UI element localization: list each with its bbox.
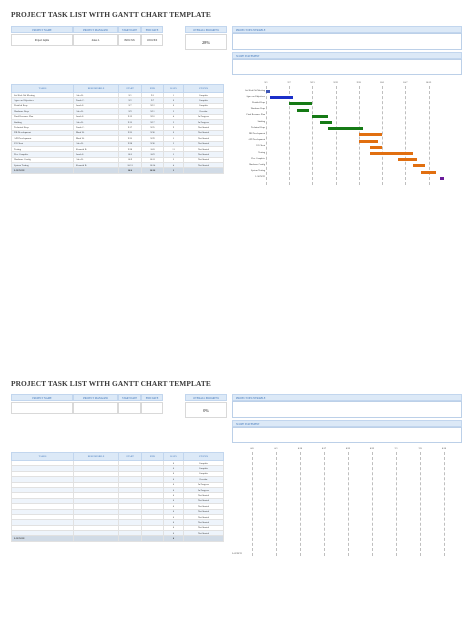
- gantt-gridline: [252, 452, 253, 556]
- gantt-bar[interactable]: [320, 121, 332, 124]
- gantt-bar[interactable]: [370, 146, 382, 149]
- start-cell[interactable]: 9/13: [119, 114, 142, 119]
- project-name-label: PROJECT NAME: [11, 26, 73, 33]
- gantt-bar[interactable]: [421, 171, 436, 174]
- gantt-bar[interactable]: [398, 158, 417, 161]
- start-cell[interactable]: 10/5: [119, 152, 142, 157]
- gantt-task-label: Testing: [258, 151, 265, 154]
- project-deliverable-label: PROJECT DELIVERABLE: [232, 26, 462, 33]
- gantt-chart: [230, 80, 464, 198]
- column-header: END: [142, 453, 164, 461]
- end-cell[interactable]: 9/25: [142, 125, 164, 130]
- gantt-gridline: [348, 452, 349, 556]
- status-cell[interactable]: Not Started: [184, 504, 224, 509]
- project-name-value[interactable]: Project Alpha: [11, 34, 73, 46]
- start-cell[interactable]: [119, 536, 142, 541]
- status-cell[interactable]: In Progress: [184, 114, 224, 119]
- gantt-bar[interactable]: [312, 115, 327, 118]
- status-cell[interactable]: Not Started: [184, 525, 224, 530]
- task-table-header-2: [12, 453, 224, 461]
- status-cell[interactable]: Overdue: [184, 109, 224, 114]
- days-cell: 3: [164, 157, 184, 162]
- days-cell: 0: [164, 514, 184, 519]
- gantt-date-tick: 0/1: [274, 447, 278, 450]
- status-cell[interactable]: Not Started: [184, 146, 224, 151]
- task-table-2: [11, 452, 224, 542]
- task-name-cell[interactable]: Agree on Objectives: [12, 98, 74, 103]
- responsible-cell[interactable]: Alex B.: [74, 93, 119, 98]
- gantt-date-tick: 9/7: [287, 81, 291, 84]
- gantt-task-label: Technical Reqs: [250, 126, 265, 129]
- gantt-date-tick: 10/1: [379, 81, 385, 84]
- gantt-bar[interactable]: [270, 96, 293, 99]
- end-cell[interactable]: 9/11: [142, 109, 164, 114]
- column-header: DAYS: [164, 453, 184, 461]
- gantt-gridline: [444, 452, 445, 556]
- gantt-date-tick: 9/13: [310, 81, 315, 84]
- gantt-bar[interactable]: [289, 102, 312, 105]
- days-cell: 0: [164, 504, 184, 509]
- gantt-date-tick: 0/23: [345, 447, 351, 450]
- responsible-cell[interactable]: Alex B.: [74, 119, 119, 124]
- end-cell[interactable]: 9/30: [142, 141, 164, 146]
- status-cell[interactable]: Not Started: [184, 157, 224, 162]
- status-cell[interactable]: Not Started: [184, 125, 224, 130]
- gantt-bar[interactable]: [359, 140, 378, 143]
- scope-statement-label: SCOPE STATEMENT: [232, 52, 462, 59]
- gantt-bar[interactable]: [328, 127, 363, 130]
- days-cell: 6: [164, 103, 184, 108]
- status-cell[interactable]: Not Started: [184, 498, 224, 503]
- column-header: END: [142, 85, 164, 93]
- days-cell: 0: [164, 520, 184, 525]
- column-header: START: [119, 453, 142, 461]
- status-cell[interactable]: Not Started: [184, 509, 224, 514]
- overall-progress-value-2: 0%: [185, 402, 227, 418]
- task-name-cell[interactable]: DB Development: [12, 130, 74, 135]
- start-date-field[interactable]: [118, 402, 141, 414]
- project-manager-field[interactable]: [73, 402, 118, 414]
- status-cell[interactable]: Complete: [184, 466, 224, 471]
- gantt-gridline: [336, 86, 337, 185]
- task-name-cell[interactable]: Technical Reqs: [12, 125, 74, 130]
- days-cell: 9: [164, 125, 184, 130]
- gantt-gridline: [300, 452, 301, 556]
- status-cell[interactable]: Not Started: [184, 141, 224, 146]
- gantt-gridline: [312, 86, 313, 185]
- gantt-task-label: UI Client: [256, 145, 265, 148]
- days-cell: 6: [164, 130, 184, 135]
- start-cell[interactable]: 9/25: [119, 130, 142, 135]
- status-cell[interactable]: [184, 536, 224, 541]
- responsible-cell[interactable]: Jacob S.: [74, 152, 119, 157]
- end-cell[interactable]: 9/17: [142, 119, 164, 124]
- gantt-date-tick: 0/17: [321, 447, 327, 450]
- start-cell[interactable]: 10/4: [119, 168, 142, 173]
- end-date-value[interactable]: 10/16/XX: [141, 34, 163, 46]
- days-cell: 0: [164, 498, 184, 503]
- gantt-gridline: [276, 452, 277, 556]
- task-name-cell[interactable]: Hardware Config: [12, 157, 74, 162]
- gantt-task-label: Set Kick Off Meeting: [245, 89, 265, 92]
- gantt-bar[interactable]: [359, 133, 382, 136]
- gantt-date-tick: 0/16: [297, 447, 303, 450]
- gantt-gridline: [372, 452, 373, 556]
- task-table-header: [12, 85, 224, 93]
- gantt-task-label: API Development: [248, 139, 265, 142]
- gantt-date-tick: 7/8: [418, 447, 422, 450]
- responsible-cell[interactable]: Mark W.: [74, 130, 119, 135]
- gantt-gridline: [266, 86, 267, 185]
- gantt-task-label: Hardware Reqs: [250, 108, 265, 111]
- gantt-task-label: LAUNCH: [232, 553, 242, 555]
- end-cell[interactable]: 9/12: [142, 103, 164, 108]
- gantt-date-tick: 9/25: [356, 81, 361, 84]
- status-cell[interactable]: Not Started: [184, 136, 224, 141]
- status-cell[interactable]: Not Started: [184, 531, 224, 536]
- days-cell: 3: [164, 109, 184, 114]
- project-manager-label: PROJECT MANAGER: [73, 394, 118, 401]
- end-date-label: END DATE: [141, 394, 163, 401]
- end-cell[interactable]: 10/8: [142, 146, 164, 151]
- task-name-cell[interactable]: System Testing: [12, 163, 74, 168]
- column-header: RESPONSIBLE: [74, 85, 119, 93]
- gantt-gridline: [324, 452, 325, 556]
- end-cell[interactable]: [142, 536, 164, 541]
- start-cell[interactable]: 9/17: [119, 125, 142, 130]
- days-cell: 3: [164, 119, 184, 124]
- task-name-cell[interactable]: Hardware Reqs: [12, 109, 74, 114]
- project-deliverable-field[interactable]: [232, 33, 462, 50]
- status-cell[interactable]: Not Started: [184, 514, 224, 519]
- days-cell: 6: [164, 98, 184, 103]
- gantt-date-tick: 0/16: [441, 447, 447, 450]
- gantt-gridline: [289, 86, 290, 185]
- scope-statement-field-2[interactable]: [232, 427, 462, 443]
- column-header: STATUS: [184, 85, 224, 93]
- days-cell: 1: [164, 168, 184, 173]
- gantt-gridline: [382, 86, 383, 185]
- overall-progress-label-2: OVERALL PROGRESS: [185, 394, 227, 401]
- days-cell: 11: [164, 146, 184, 151]
- gantt-bar[interactable]: [297, 109, 309, 112]
- overall-progress-value: 28%: [185, 34, 227, 50]
- status-cell[interactable]: In Progress: [184, 482, 224, 487]
- task-table: [11, 84, 224, 174]
- task-name-cell[interactable]: LAUNCH: [12, 536, 74, 541]
- start-cell[interactable]: 9/9: [119, 109, 142, 114]
- start-date-label: START DATE: [118, 26, 141, 33]
- status-cell[interactable]: Overdue: [184, 477, 224, 482]
- gantt-date-tick: 0/0: [250, 447, 254, 450]
- days-cell: 5: [164, 152, 184, 157]
- gantt-task-label: Detailed Reqs: [252, 101, 265, 104]
- project-manager-value[interactable]: Jones L: [73, 34, 118, 46]
- project-manager-label: PROJECT MANAGER: [73, 26, 118, 33]
- scope-statement-field[interactable]: [232, 59, 462, 75]
- gantt-bar[interactable]: [370, 152, 413, 155]
- task-name-cell[interactable]: Dev. Complete: [12, 152, 74, 157]
- column-header: RESPONSIBLE: [74, 453, 119, 461]
- total-row[interactable]: [12, 536, 224, 541]
- responsible-cell[interactable]: Alex B.: [74, 157, 119, 162]
- task-name-cell[interactable]: Detailed Reqs: [12, 103, 74, 108]
- start-date-value[interactable]: 09/01/XX: [118, 34, 141, 46]
- responsible-cell[interactable]: Frank C.: [74, 98, 119, 103]
- column-header: START: [119, 85, 142, 93]
- responsible-cell[interactable]: Kenneth B.: [74, 163, 119, 168]
- start-cell[interactable]: 10/11: [119, 163, 142, 168]
- gantt-date-tick: 10/13: [425, 81, 432, 84]
- column-header: TASKS: [12, 453, 74, 461]
- responsible-cell[interactable]: Alex B.: [74, 141, 119, 146]
- days-cell: 4: [164, 163, 184, 168]
- status-cell[interactable]: Complete: [184, 461, 224, 466]
- start-cell[interactable]: 9/1: [119, 93, 142, 98]
- gantt-gridline: [420, 452, 421, 556]
- project-deliverable-label-2: PROJECT DELIVERABLE: [232, 394, 462, 401]
- status-cell[interactable]: Not Started: [184, 152, 224, 157]
- gantt-chart-2: [230, 446, 464, 566]
- end-cell[interactable]: 9/7: [142, 98, 164, 103]
- task-name-cell[interactable]: Testing: [12, 146, 74, 151]
- column-header: TASKS: [12, 85, 74, 93]
- gantt-date-tick: 0/22: [369, 447, 375, 450]
- responsible-cell[interactable]: Kenneth B.: [74, 146, 119, 151]
- status-cell[interactable]: Complete: [184, 93, 224, 98]
- gantt-gridline: [396, 452, 397, 556]
- start-cell[interactable]: 10/9: [119, 157, 142, 162]
- status-cell[interactable]: Complete: [184, 471, 224, 476]
- status-cell[interactable]: Not Started: [184, 493, 224, 498]
- gantt-date-tick: 9/19: [333, 81, 338, 84]
- days-cell: 1: [164, 93, 184, 98]
- start-cell[interactable]: 9/25: [119, 136, 142, 141]
- end-cell[interactable]: 10/16: [142, 168, 164, 173]
- days-cell: 5: [164, 136, 184, 141]
- days-cell: 0: [164, 509, 184, 514]
- days-cell: 0: [164, 471, 184, 476]
- project-deliverable-field-2[interactable]: [232, 401, 462, 418]
- start-cell[interactable]: 9/28: [119, 141, 142, 146]
- task-name-cell[interactable]: API Development: [12, 136, 74, 141]
- days-cell: 4: [164, 114, 184, 119]
- gantt-task-label: Hardware Config: [248, 163, 265, 166]
- status-cell[interactable]: Complete: [184, 103, 224, 108]
- responsible-cell[interactable]: Alex B.: [74, 109, 119, 114]
- end-cell[interactable]: 10/14: [142, 163, 164, 168]
- start-cell[interactable]: 9/7: [119, 103, 142, 108]
- overall-progress-label: OVERALL PROGRESS: [185, 26, 227, 33]
- start-date-label: START DATE: [118, 394, 141, 401]
- page-title-2: PROJECT TASK LIST WITH GANTT CHART TEMPLATE: [11, 379, 211, 388]
- days-cell: 0: [164, 525, 184, 530]
- status-cell[interactable]: Complete: [184, 98, 224, 103]
- gantt-task-label: Final Resource Plan: [246, 114, 265, 117]
- days-cell: 0: [164, 493, 184, 498]
- days-cell: 0: [164, 536, 184, 541]
- responsible-cell[interactable]: [74, 168, 119, 173]
- end-cell[interactable]: 9/1: [142, 93, 164, 98]
- task-name-cell[interactable]: Final Resource Plan: [12, 114, 74, 119]
- days-cell: 0: [164, 461, 184, 466]
- gantt-task-label: Dev. Complete: [251, 157, 265, 160]
- column-header: DAYS: [164, 85, 184, 93]
- gantt-bar[interactable]: [266, 90, 270, 93]
- gantt-task-label: LAUNCH: [255, 176, 265, 179]
- status-cell[interactable]: Not Started: [184, 520, 224, 525]
- gantt-task-label: Staffing: [257, 120, 265, 123]
- task-name-cell[interactable]: UI Client: [12, 141, 74, 146]
- start-cell[interactable]: 9/2: [119, 98, 142, 103]
- task-name-cell[interactable]: Set Kick Off Meeting: [12, 93, 74, 98]
- gantt-date-tick: 9/1: [264, 81, 268, 84]
- start-cell[interactable]: 9/15: [119, 119, 142, 124]
- days-cell: 0: [164, 531, 184, 536]
- responsible-cell[interactable]: [74, 536, 119, 541]
- status-cell[interactable]: [184, 168, 224, 173]
- task-name-cell[interactable]: Staffing: [12, 119, 74, 124]
- days-cell: 0: [164, 466, 184, 471]
- project-name-field[interactable]: [11, 402, 73, 414]
- project-name-label: PROJECT NAME: [11, 394, 73, 401]
- status-cell[interactable]: Not Started: [184, 130, 224, 135]
- start-cell[interactable]: 9/28: [119, 146, 142, 151]
- gantt-task-label: DB Development: [248, 132, 265, 135]
- scope-statement-label-2: SCOPE STATEMENT: [232, 420, 462, 427]
- end-cell[interactable]: 9/29: [142, 136, 164, 141]
- status-cell[interactable]: In Progress: [184, 119, 224, 124]
- end-cell[interactable]: 9/16: [142, 114, 164, 119]
- status-cell[interactable]: Not Started: [184, 163, 224, 168]
- gantt-bar[interactable]: [440, 177, 444, 180]
- days-cell: 3: [164, 141, 184, 146]
- task-name-cell[interactable]: LAUNCH: [12, 168, 74, 173]
- end-date-field[interactable]: [141, 402, 163, 414]
- responsible-cell[interactable]: Jacob S.: [74, 114, 119, 119]
- page-title: PROJECT TASK LIST WITH GANTT CHART TEMPLATE: [11, 10, 211, 19]
- end-cell[interactable]: 10/11: [142, 157, 164, 162]
- gantt-date-tick: 10/7: [403, 81, 408, 84]
- days-cell: 0: [164, 482, 184, 487]
- gantt-bar[interactable]: [413, 164, 425, 167]
- days-cell: 0: [164, 487, 184, 492]
- gantt-date-tick: 7/1: [394, 447, 398, 450]
- end-cell[interactable]: 10/9: [142, 152, 164, 157]
- gantt-gridline: [405, 86, 406, 185]
- gantt-task-label: Agree on Objectives: [246, 95, 265, 98]
- total-row[interactable]: [12, 168, 224, 173]
- end-cell[interactable]: 9/30: [142, 130, 164, 135]
- responsible-cell[interactable]: Mark W.: [74, 136, 119, 141]
- column-header: STATUS: [184, 453, 224, 461]
- end-date-label: END DATE: [141, 26, 163, 33]
- responsible-cell[interactable]: Frank C.: [74, 125, 119, 130]
- days-cell: 0: [164, 477, 184, 482]
- gantt-task-label: System Testing: [250, 170, 265, 173]
- status-cell[interactable]: In Progress: [184, 487, 224, 492]
- responsible-cell[interactable]: Jacob S.: [74, 103, 119, 108]
